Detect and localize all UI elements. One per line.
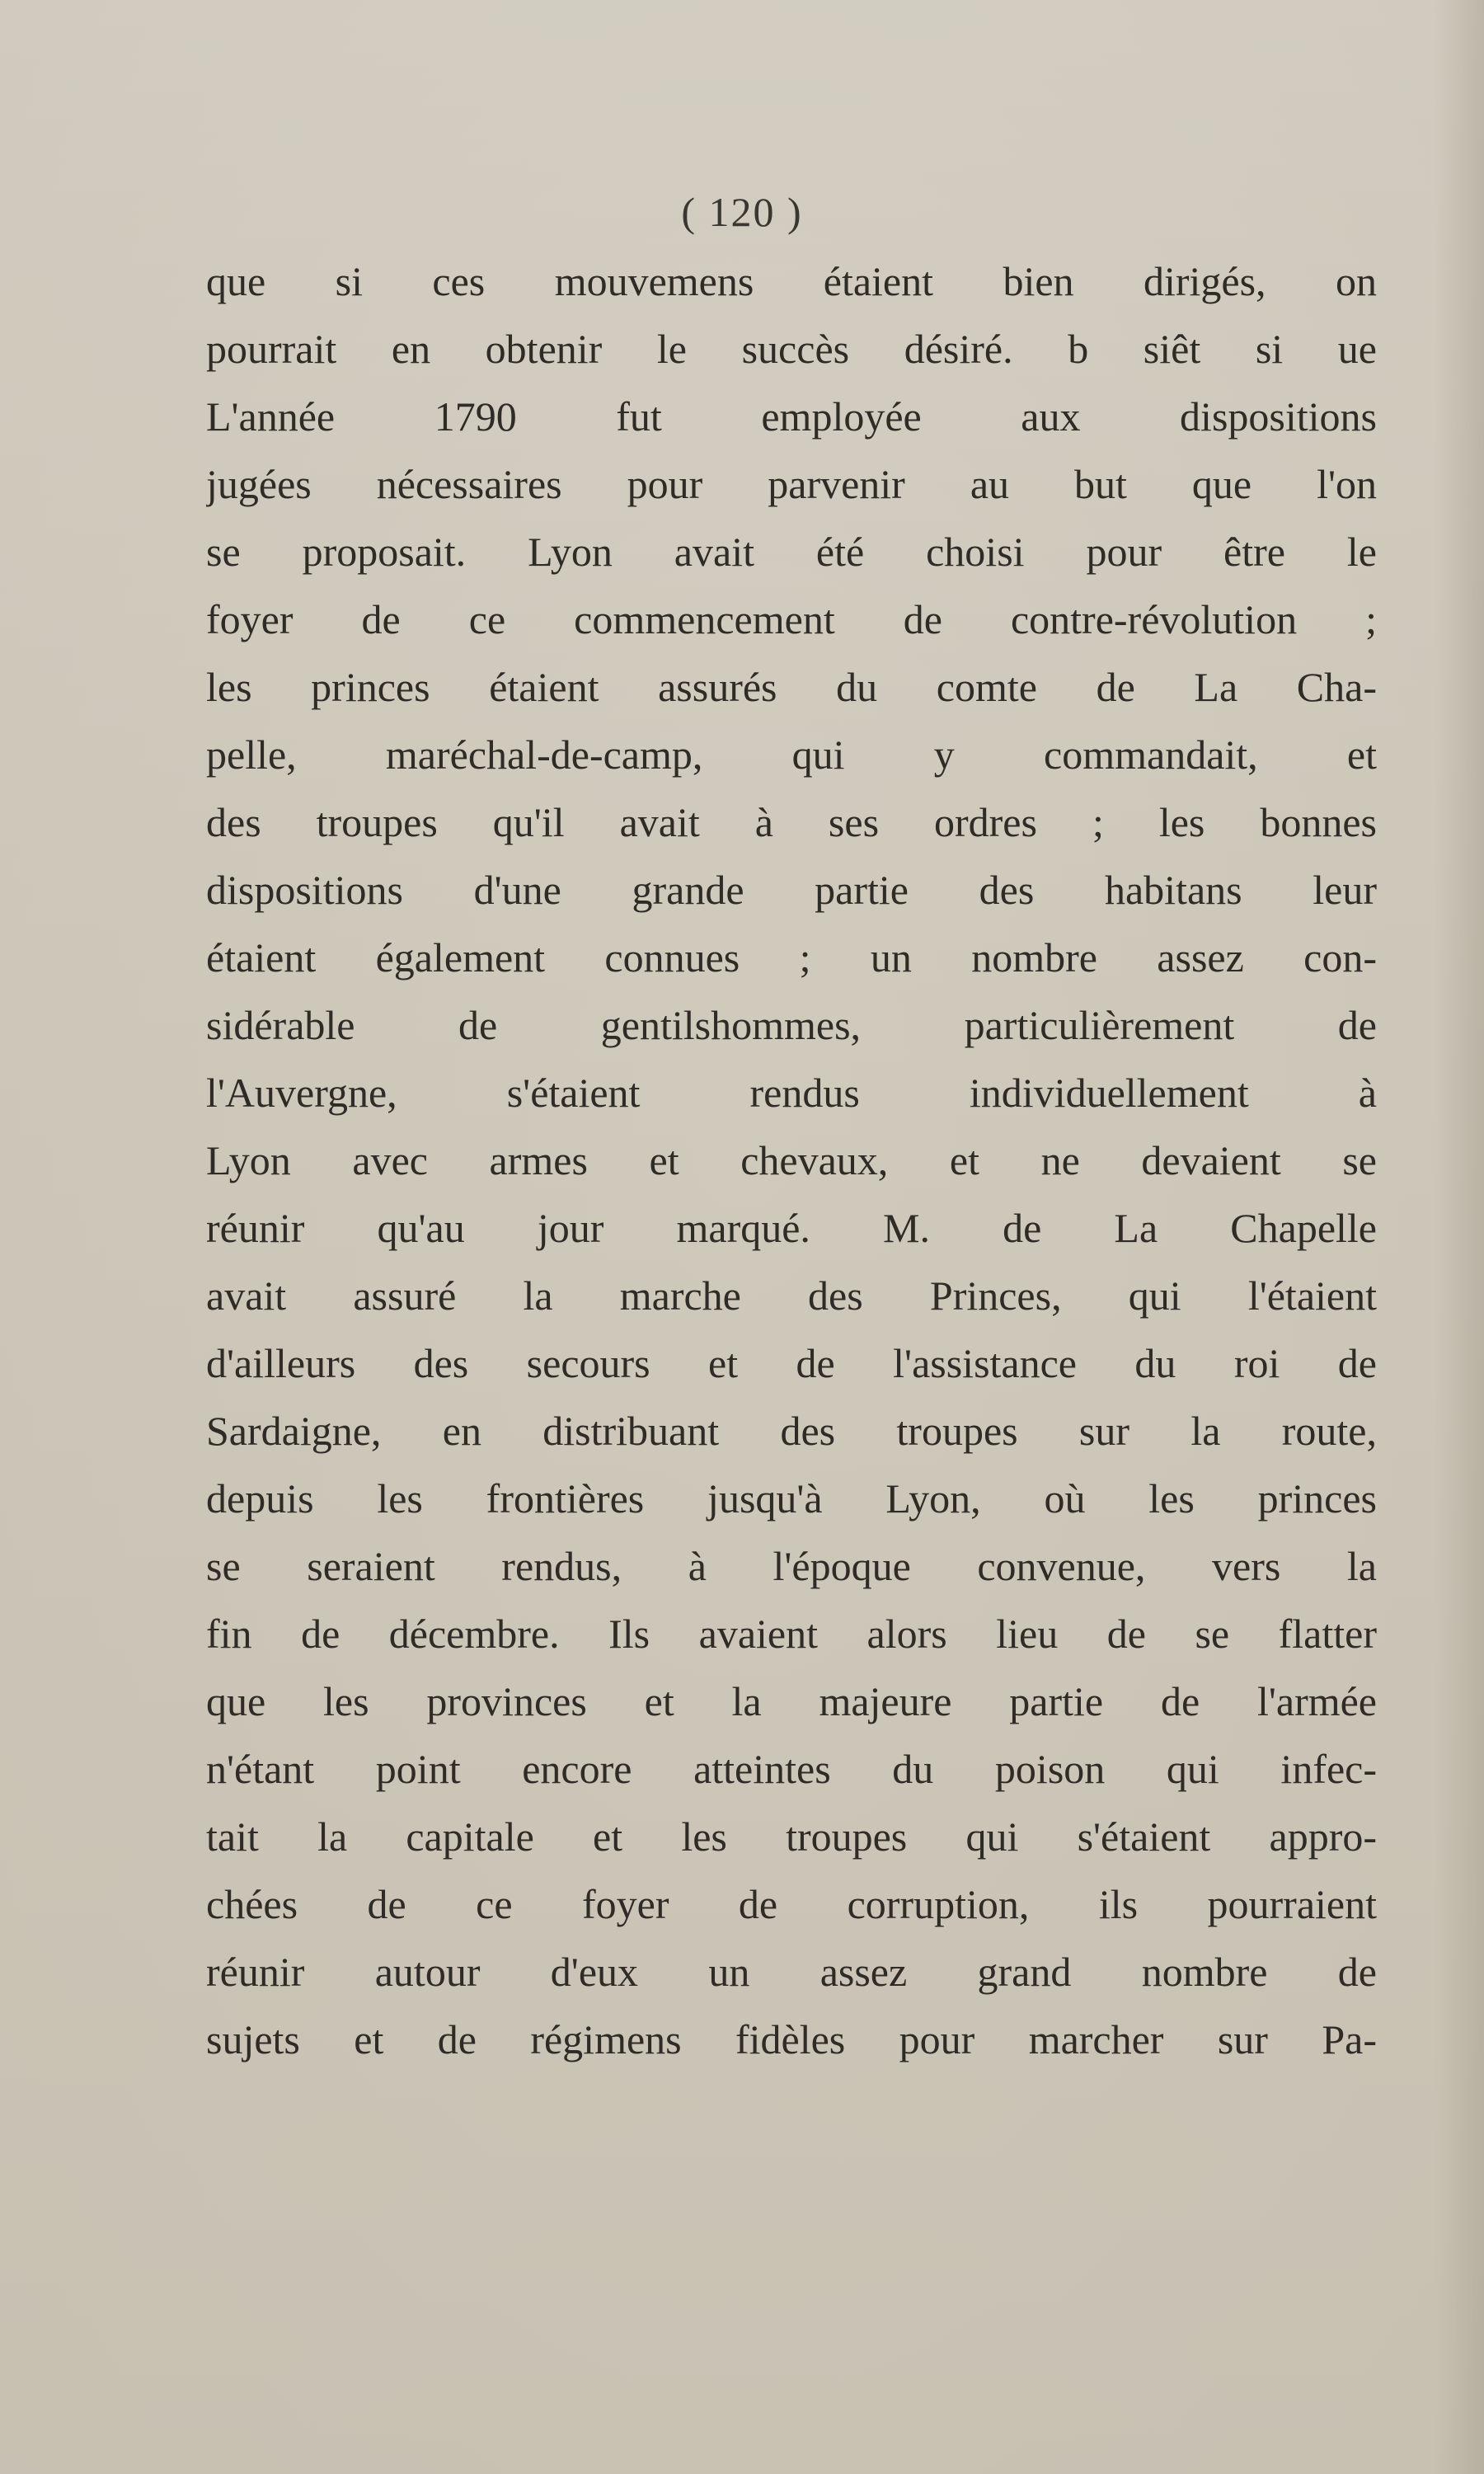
text-line: n'étant point encore atteintes du poison qui infec- (206, 1746, 1377, 1792)
text-line: des troupes qu'il avait à ses ordres ; les bonnes (206, 799, 1377, 845)
text-line: que si ces mouvemens étaient bien dirigés, on (206, 258, 1377, 304)
text-line: L'année 1790 fut employée aux dispositions (206, 393, 1377, 440)
text-line: jugées nécessaires pour parvenir au but que l'on (206, 461, 1377, 507)
text-line: Lyon avec armes et chevaux, et ne devaient se (206, 1137, 1377, 1183)
text-line: chées de ce foyer de corruption, ils pourraient (206, 1881, 1377, 1927)
text-line: sidérable de gentilshommes, particulièrement de (206, 1002, 1377, 1048)
page-number: ( 120 ) (681, 189, 803, 235)
text-line: tait la capitale et les troupes qui s'étaient appro- (206, 1813, 1377, 1860)
text-line: depuis les frontières jusqu'à Lyon, où les princes (206, 1475, 1377, 1522)
text-line: réunir qu'au jour marqué. M. de La Chapelle (206, 1205, 1377, 1251)
text-line: avait assuré la marche des Princes, qui l'étaient (206, 1272, 1377, 1319)
body-text (206, 247, 1377, 2073)
text-line: se seraient rendus, à l'époque convenue, vers la (206, 1543, 1377, 1589)
text-line: sujets et de régimens fidèles pour marcher sur Pa- (206, 2016, 1377, 2062)
text-line: dispositions d'une grande partie des habitans leur (206, 867, 1377, 913)
text-line: pelle, maréchal-de-camp, qui y commandait, et (206, 731, 1377, 778)
text-line: réunir autour d'eux un assez grand nombre de (206, 1949, 1377, 1995)
text-line: fin de décembre. Ils avaient alors lieu de se flatter (206, 1611, 1377, 1657)
page-spine-shadow (1435, 0, 1484, 2474)
text-line: Sardaigne, en distribuant des troupes sur la route, (206, 1408, 1377, 1454)
text-line: foyer de ce commencement de contre-révolution ; (206, 596, 1377, 642)
text-line: pourrait en obtenir le succès désiré. b siêt si ue (206, 326, 1377, 372)
text-line: d'ailleurs des secours et de l'assistance du roi de (206, 1340, 1377, 1386)
text-line: l'Auvergne, s'étaient rendus individuellement à (206, 1070, 1377, 1116)
text-line: se proposait. Lyon avait été choisi pour être le (206, 529, 1377, 575)
text-line: les princes étaient assurés du comte de La Cha- (206, 664, 1377, 710)
text-line: étaient également connues ; un nombre assez con- (206, 934, 1377, 981)
text-line: que les provinces et la majeure partie de l'armée (206, 1678, 1377, 1724)
